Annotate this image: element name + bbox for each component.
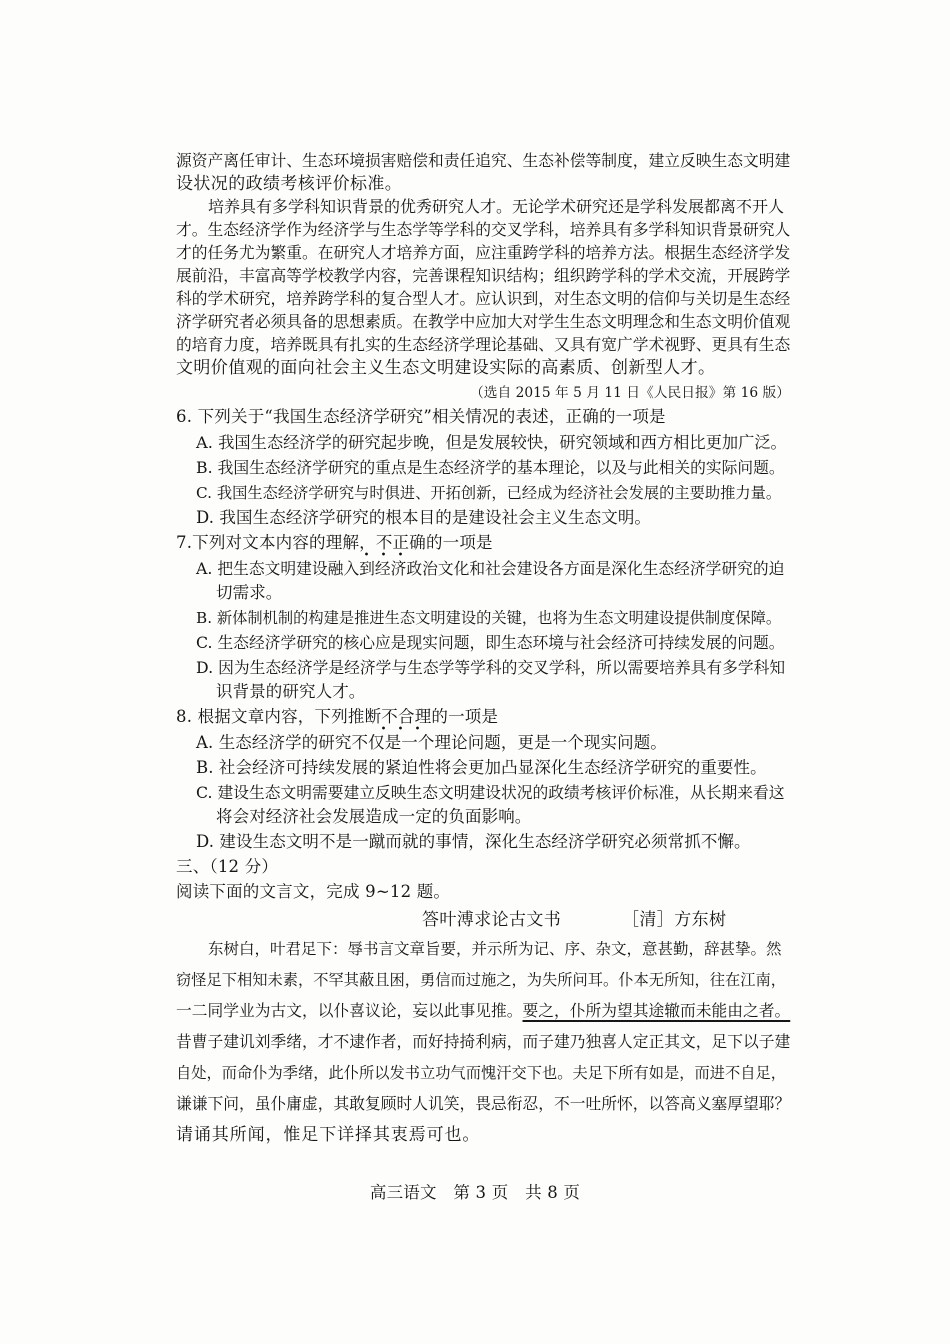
passage-line: 科的学术研究，培养跨学科的复合型人才。应认识到，对生态文明的信仰与关切是生态经 <box>176 289 791 308</box>
question-8-option-c-cont: 将会对经济社会发展造成一定的负面影响。 <box>216 807 532 826</box>
question-8-option-c: C. 建设生态文明需要建立反映生态文明建设状况的政绩考核评价标准，从长期来看这 <box>196 783 785 802</box>
question-7-option-a-cont: 切需求。 <box>216 583 283 602</box>
passage-line: 培养具有多学科知识背景的优秀研究人才。无论学术研究还是学科发展都离不开人 <box>208 197 785 216</box>
emphasis-dots <box>375 726 427 730</box>
question-8-stem: 8. 根据文章内容，下列推断不合理的一项是 <box>176 707 499 726</box>
passage-line: 才的任务尤为繁重。在研究人才培养方面，应注重跨学科的培养方法。根据生态经济学发 <box>176 243 791 262</box>
underlined-sentence: 要之，仆所为望其途辙而未能由之者。 <box>522 1001 791 1020</box>
classical-line: 谦谦下问，虽仆庸虚，其敢复顾时人讥笑，畏忌衔忍，不一吐所怀，以答高义塞厚望耶？ <box>176 1094 791 1113</box>
source-note: （选自 2015 年 5 月 11 日《人民日报》第 16 版） <box>470 385 790 401</box>
classical-author: ［清］方东树 <box>622 910 727 930</box>
section-heading: 三、（12 分） <box>176 857 279 876</box>
question-8-option-b: B. 社会经济可持续发展的紧迫性将会更加凸显深化生态经济学研究的重要性。 <box>196 758 767 777</box>
passage-line: 设状况的政绩考核评价标准。 <box>176 174 403 194</box>
emphasis-dots <box>358 552 410 556</box>
question-7-option-b: B. 新体制机制的构建是推进生态文明建设的关键，也将为生态文明建设提供制度保障。 <box>196 609 782 627</box>
question-7-option-a: A. 把生态文明建设融入到经济政治文化和社会建设各方面是深化生态经济学研究的迫 <box>196 559 785 578</box>
question-7-option-d: D. 因为生态经济学是经济学与生态学等学科的交叉学科，所以需要培养具有多学科知 <box>196 658 786 677</box>
question-6-option-d: D. 我国生态经济学研究的根本目的是建设社会主义生态文明。 <box>196 508 652 527</box>
classical-line <box>176 1000 790 1022</box>
question-6-stem: 6. 下列关于“我国生态经济学研究”相关情况的表述，正确的一项是 <box>176 407 666 426</box>
question-8-option-a: A. 生态经济学的研究不仅是一个理论问题，更是一个现实问题。 <box>196 733 667 752</box>
question-6-option-b: B. 我国生态经济学研究的重点是生态经济学的基本理论，以及与此相关的实际问题。 <box>196 458 785 477</box>
classical-line: 自处，而命仆为季绪，此仆所以发书立功气而愧汗交下也。夫足下所有如是，而进不自足， <box>176 1064 786 1082</box>
question-7-stem: 7.下列对文本内容的理解，不正确的一项是 <box>176 533 493 552</box>
passage-line: 济学研究者必须具备的思想素质。在教学中应加大对学生生态文明理念和生态文明价值观 <box>176 312 791 331</box>
section-instruction: 阅读下面的文言文，完成 9~12 题。 <box>176 882 451 901</box>
classical-line-text: 一二同学业为古文，以仆喜议论，妄以此事见推。 <box>176 1001 523 1020</box>
classical-line: 请诵其所闻，惟足下详择其衷焉可也。 <box>176 1125 481 1145</box>
question-7-option-c: C. 生态经济学研究的核心应是现实问题，即生态环境与社会经济可持续发展的问题。 <box>196 633 785 652</box>
passage-line: 才。生态经济学作为经济学与生态学等学科的交叉学科，培养具有多学科知识背景研究人 <box>176 220 791 239</box>
passage-line: 文明价值观的面向社会主义生态文明建设实际的高素质、创新型人才。 <box>176 358 716 378</box>
classical-title: 答叶溥求论古文书 <box>422 910 562 930</box>
passage-line: 的培育力度，培养既具有扎实的生态经济学理论基础、又具有宽广学术视野、更具有生态 <box>176 335 791 354</box>
passage-line: 源资产离任审计、生态环境损害赔偿和责任追究、生态补偿等制度，建立反映生态文明建 <box>176 151 791 170</box>
passage-line: 展前沿，丰富高等学校教学内容，完善课程知识结构；组织跨学科的学术交流，开展跨学 <box>176 266 791 285</box>
classical-line: 东树白，叶君足下：辱书言文章旨要，并示所为记、序、杂文，意甚勤，辞甚挚。然 <box>208 940 782 958</box>
question-7-option-d-cont: 识背景的研究人才。 <box>216 682 366 701</box>
page-footer: 高三语文 第 3 页 共 8 页 <box>369 1183 581 1202</box>
classical-line: 窃怪足下相知未素，不罕其蔽且困，勇信而过施之，为失所问耳。仆本无所知，往在江南， <box>176 971 786 989</box>
question-6-option-c: C. 我国生态经济学研究与时俱进、开拓创新，已经成为经济社会发展的主要助推力量。 <box>196 484 782 502</box>
classical-line: 昔曹子建讥刘季绪，才不逮作者，而好持掎利病，而子建乃独喜人定正其文，足下以子建 <box>176 1032 791 1051</box>
question-8-option-d: D. 建设生态文明不是一蹴而就的事情，深化生态经济学研究必须常抓不懈。 <box>196 832 751 851</box>
question-6-option-a: A. 我国生态经济学的研究起步晚，但是发展较快，研究领域和西方相比更加广泛。 <box>196 433 787 452</box>
